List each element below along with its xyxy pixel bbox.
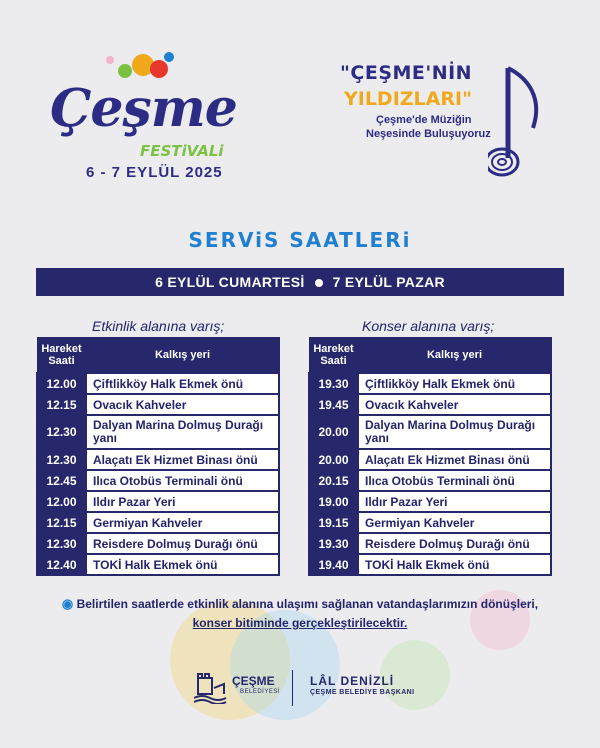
departure-place: Reisdere Dolmuş Durağı önü <box>358 533 551 554</box>
departure-time: 12.40 <box>37 554 86 575</box>
left-section-heading: Etkinlik alanına varış; <box>92 318 225 334</box>
departure-place: Germiyan Kahveler <box>86 512 279 533</box>
departure-place: Reisdere Dolmuş Durağı önü <box>86 533 279 554</box>
concert-schedule-table <box>308 337 552 576</box>
departure-time: 20.00 <box>309 415 358 449</box>
departure-time: 19.30 <box>309 373 358 394</box>
column-header-time: Hareket Saati <box>37 338 86 374</box>
column-header-place: Kalkış yeri <box>86 338 279 374</box>
departure-place: Ilıca Otobüs Terminali önü <box>86 470 279 491</box>
slogan-line-2: YILDIZLARI" <box>344 88 472 110</box>
column-header-place: Kalkış yeri <box>358 338 551 374</box>
right-section-heading: Konser alanına varış; <box>362 318 495 334</box>
mayor-title: ÇEŞME BELEDİYE BAŞKANI <box>310 689 415 696</box>
departure-place: Ovacık Kahveler <box>358 394 551 415</box>
brand-subtitle: BELEDİYESİ <box>240 689 281 695</box>
departure-place: Dalyan Marina Dolmuş Durağı yanı <box>86 415 279 449</box>
slogan-line-4: Neşesinde Buluşuyoruz <box>366 128 491 140</box>
slogan-line-3: Çeşme'de Müziğin <box>376 114 472 126</box>
departure-time: 12.30 <box>37 533 86 554</box>
departure-place: Ildır Pazar Yeri <box>86 491 279 512</box>
departure-time: 19.00 <box>309 491 358 512</box>
logo-word: Çeşme <box>50 78 237 139</box>
page-title: SERViS SAATLERi <box>188 228 412 252</box>
departure-place: Alaçatı Ek Hizmet Binası önü <box>86 449 279 470</box>
table-row <box>309 449 551 470</box>
departure-time: 12.00 <box>37 373 86 394</box>
event-schedule-table <box>36 337 280 576</box>
footer-line-2: konser bitiminde gerçekleştirilecektir. <box>192 616 408 630</box>
separator-dot <box>315 279 323 287</box>
table-row <box>37 491 279 512</box>
table-row <box>37 470 279 491</box>
table-row <box>309 470 551 491</box>
table-row <box>309 373 551 394</box>
slogan-block <box>340 58 560 208</box>
table-row <box>37 394 279 415</box>
table-row <box>309 512 551 533</box>
departure-place: TOKİ Halk Ekmek önü <box>358 554 551 575</box>
table-row <box>309 491 551 512</box>
table-row <box>309 394 551 415</box>
table-row <box>37 373 279 394</box>
table-row <box>309 533 551 554</box>
date-day-2: 7 EYLÜL PAZAR <box>332 274 445 290</box>
departure-time: 19.30 <box>309 533 358 554</box>
departure-time: 12.30 <box>37 449 86 470</box>
table-row <box>37 449 279 470</box>
departure-place: Ilıca Otobüs Terminali önü <box>358 470 551 491</box>
departure-place: Dalyan Marina Dolmuş Durağı yanı <box>358 415 551 449</box>
departure-time: 12.15 <box>37 394 86 415</box>
slogan-line-1: "ÇEŞME'NİN <box>340 62 473 84</box>
municipality-brand <box>190 668 450 708</box>
date-day-1: 6 EYLÜL CUMARTESİ <box>155 274 305 290</box>
brand-divider <box>292 670 293 706</box>
table-row <box>37 512 279 533</box>
departure-time: 12.00 <box>37 491 86 512</box>
departure-time: 12.30 <box>37 415 86 449</box>
departure-time: 12.45 <box>37 470 86 491</box>
departure-place: Germiyan Kahveler <box>358 512 551 533</box>
music-note-icon <box>488 58 548 198</box>
brand-name: ÇEŞME <box>232 674 275 688</box>
departure-time: 19.40 <box>309 554 358 575</box>
table-row <box>37 554 279 575</box>
departure-place: Ildır Pazar Yeri <box>358 491 551 512</box>
table-row <box>309 415 551 449</box>
departure-place: Ovacık Kahveler <box>86 394 279 415</box>
table-row <box>37 533 279 554</box>
departure-time: 20.00 <box>309 449 358 470</box>
departure-time: 19.45 <box>309 394 358 415</box>
castle-icon <box>194 672 228 704</box>
table-row <box>309 554 551 575</box>
departure-time: 19.15 <box>309 512 358 533</box>
location-pin-icon: ◉ <box>61 596 74 611</box>
departure-place: Alaçatı Ek Hizmet Binası önü <box>358 449 551 470</box>
footer-note <box>0 594 600 633</box>
footer-line-1: Belirtilen saatlerde etkinlik alanına ulaşımı sağlanan vatandaşlarımızın dönüşleri, <box>76 597 539 611</box>
logo-subtitle: FESTiVALi <box>140 142 224 160</box>
date-banner <box>36 268 564 296</box>
departure-place: TOKİ Halk Ekmek önü <box>86 554 279 575</box>
departure-place: Çiftlikköy Halk Ekmek önü <box>86 373 279 394</box>
table-row <box>37 415 279 449</box>
festival-dates: 6 - 7 EYLÜL 2025 <box>86 164 223 181</box>
column-header-time: Hareket Saati <box>309 338 358 374</box>
mayor-name: LÂL DENİZLİ <box>310 674 395 688</box>
departure-place: Çiftlikköy Halk Ekmek önü <box>358 373 551 394</box>
departure-time: 20.15 <box>309 470 358 491</box>
departure-time: 12.15 <box>37 512 86 533</box>
festival-logo <box>40 50 237 190</box>
